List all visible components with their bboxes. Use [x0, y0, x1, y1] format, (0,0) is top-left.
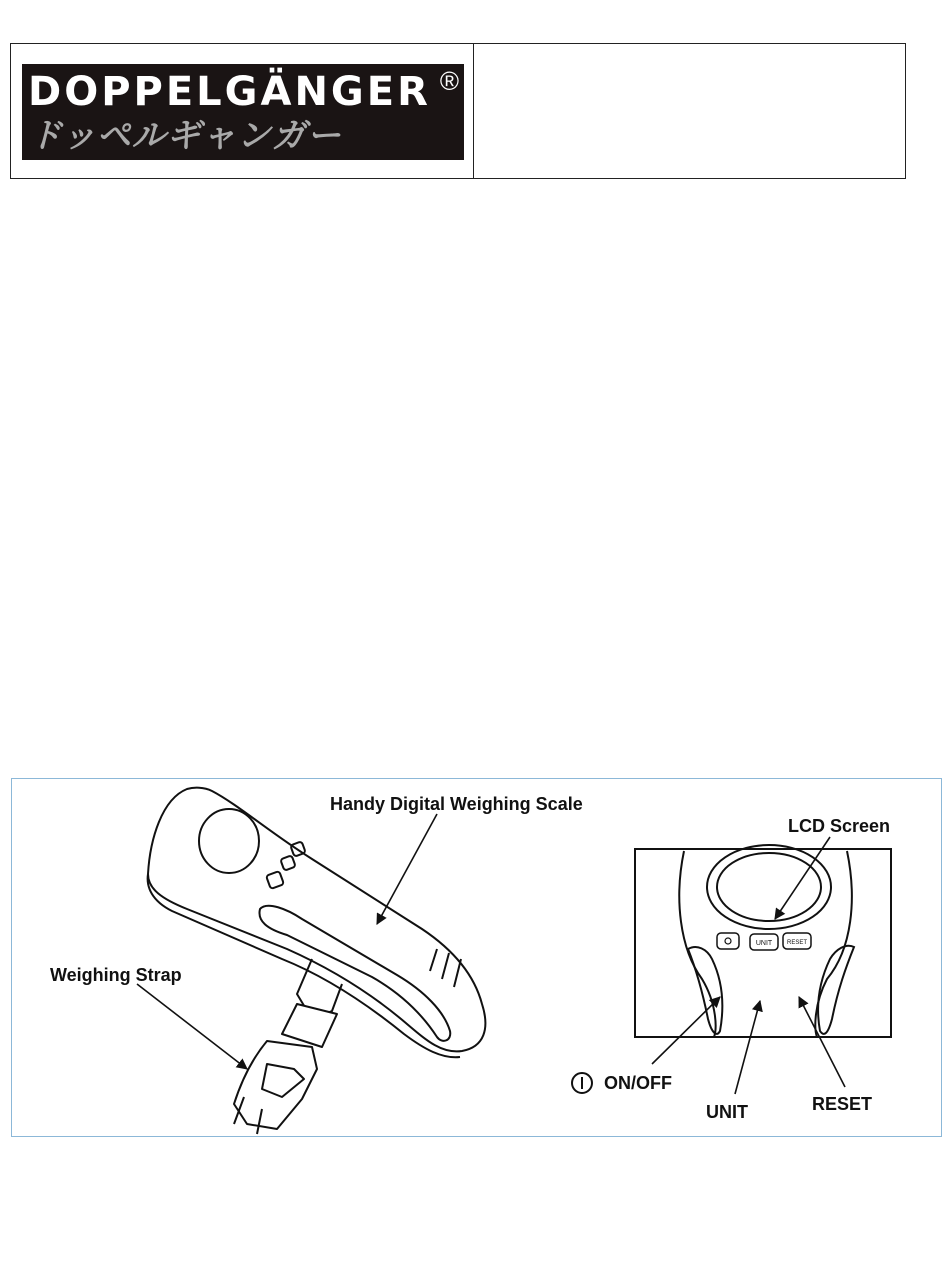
header-empty-cell: [474, 44, 905, 178]
logo-cell: [11, 44, 474, 178]
header-table: [10, 43, 906, 179]
logo-text: DOPPELGÄNGER: [28, 69, 431, 115]
closeup-panel: [635, 845, 891, 1037]
label-lcd-screen: LCD Screen: [788, 816, 891, 836]
arrow-scale: [377, 814, 437, 924]
registered-mark: ®: [439, 66, 459, 96]
closeup-power-button: [717, 933, 739, 949]
closeup-unit-button-text: UNIT: [755, 940, 773, 947]
power-symbol-icon: [572, 1073, 592, 1093]
label-scale: Handy Digital Weighing Scale: [330, 794, 583, 814]
logo-katakana: ドッペルギャンガー: [28, 116, 342, 156]
product-diagram: [11, 778, 942, 1137]
label-strap: Weighing Strap: [50, 965, 182, 985]
label-onoff: ON/OFF: [604, 1073, 672, 1093]
arrow-strap: [137, 984, 247, 1069]
brand-logo: [22, 64, 464, 160]
closeup-reset-button-text: RESET: [786, 940, 808, 946]
label-reset: RESET: [812, 1094, 873, 1114]
weighing-strap-illustration: [234, 1004, 337, 1134]
label-unit: UNIT: [706, 1102, 748, 1122]
